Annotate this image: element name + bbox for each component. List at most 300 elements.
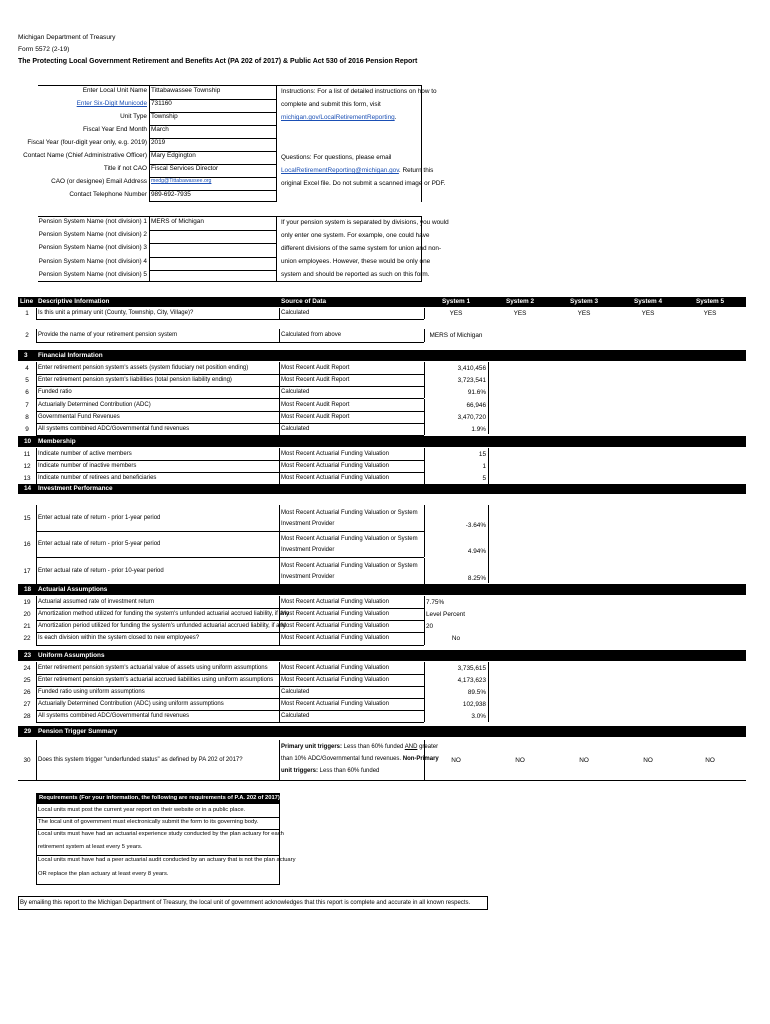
row-source: Most Recent Actuarial Funding Valuation or System <box>281 509 418 516</box>
cell-border <box>424 632 425 645</box>
system-2-value[interactable]: YES <box>513 310 527 317</box>
cell-border <box>279 472 280 484</box>
division-note-line: only enter one system. For example, one could have <box>281 232 430 239</box>
row-description: Enter actual rate of return - prior 10-year period <box>38 567 164 574</box>
row-description: Enter retirement pension system's actuarial accrued liabilities using uniform assumptions <box>38 676 274 683</box>
cell-border <box>424 505 425 531</box>
table-row <box>0 411 770 423</box>
row-divider <box>36 645 424 646</box>
cell-border <box>424 374 425 386</box>
section-title: Pension Trigger Summary <box>38 728 118 735</box>
cell-border <box>279 662 280 674</box>
cell-border <box>36 710 37 722</box>
unit-info-value[interactable]: Fiscal Services Director <box>151 165 219 172</box>
row-description: Actuarial assumed rate of investment return <box>38 598 155 605</box>
row-description: Amortization method utilized for funding the system's unfunded actuarial accrued liability, if any <box>38 610 290 617</box>
row-description: Enter actual rate of return - prior 5-year period <box>38 540 161 547</box>
table-row <box>0 308 770 319</box>
row-line-number: 30 <box>23 756 31 764</box>
cell-border <box>424 596 425 608</box>
row-description: Actuarially Determined Contribution (ADC) <box>38 401 151 408</box>
cell-border <box>279 740 280 780</box>
row-line-number: 26 <box>23 688 31 696</box>
cell-border <box>36 448 37 460</box>
table-row <box>0 386 770 398</box>
table-row <box>0 329 770 342</box>
row-description: Amortization period utilized for funding the system's unfunded actuarial accrued liability, if any <box>38 622 286 629</box>
row-line-number: 21 <box>23 622 31 630</box>
row-divider <box>36 829 280 830</box>
row-line-number: 25 <box>23 676 31 684</box>
cell-border <box>424 423 425 435</box>
row-description: All systems combined ADC/Governmental fund revenues <box>38 712 190 719</box>
col-system-5-header: System 5 <box>695 298 725 305</box>
system-name-label: Pension System Name (not division) 1 <box>38 218 147 225</box>
row-description: Enter retirement pension system's assets (system fiduciary net position ending) <box>38 364 249 371</box>
row-line-number: 17 <box>23 567 31 575</box>
cell-border <box>279 710 280 722</box>
cell-border <box>424 411 425 423</box>
questions-link-row <box>281 166 433 175</box>
row-description: Enter retirement pension system's liabilities (total pension liability ending) <box>38 376 232 383</box>
cell-border <box>424 608 425 620</box>
agency-name: Michigan Department of Treasury <box>18 34 116 41</box>
system-1-value[interactable]: 3.0% <box>471 712 486 720</box>
col-system-2-header: System 2 <box>505 298 535 305</box>
form-number: Form 5572 (2-19) <box>18 46 70 53</box>
table-header-bar <box>18 297 746 307</box>
row-description: Indicate number of retirees and beneficiaries <box>38 474 157 481</box>
cell-border <box>36 632 37 645</box>
system-1-value[interactable]: 7.75% <box>426 598 445 606</box>
row-source: Most Recent Actuarial Funding Valuation <box>281 474 389 481</box>
cell-border <box>424 558 425 584</box>
row-divider <box>36 817 280 818</box>
cell-border <box>279 411 280 423</box>
trigger-text-part: Less than 60% funded <box>318 768 380 774</box>
unit-info-label: CAO (or designee) Email Address <box>51 178 147 185</box>
col-system-3-header: System 3 <box>569 298 599 305</box>
cell-border <box>279 308 280 319</box>
cell-border <box>488 362 489 434</box>
row-line-number: 12 <box>23 462 31 470</box>
row-source: Calculated <box>281 388 310 395</box>
cell-border <box>36 558 37 584</box>
row-line-number: 4 <box>25 364 29 372</box>
row-description: Funded ratio <box>38 388 72 395</box>
unit-info-value[interactable]: 731160 <box>151 100 172 107</box>
cell-border <box>424 531 425 557</box>
system-3-value[interactable]: YES <box>577 310 591 317</box>
division-note-line: system and should be reported as such on this form. <box>281 271 430 278</box>
table-bottom-border <box>18 780 746 781</box>
section-title: Membership <box>38 438 76 445</box>
row-source: Calculated <box>281 310 310 316</box>
system-1-value[interactable]: MERS of Michigan <box>429 332 483 339</box>
row-line-number: 24 <box>23 664 31 672</box>
row-description: Indicate number of active members <box>38 450 132 457</box>
col-description-header: Descriptive Information <box>38 298 110 305</box>
system-1-value[interactable]: 3,410,456 <box>457 364 486 372</box>
table-row <box>0 399 770 411</box>
row-source: Calculated <box>281 688 310 695</box>
cell-border <box>36 740 37 780</box>
system-1-value[interactable]: 3,470,720 <box>457 413 486 421</box>
section-line-number: 18 <box>24 586 32 593</box>
row-source: Most Recent Actuarial Funding Valuation <box>281 635 389 641</box>
cell-border <box>424 698 425 710</box>
system-1-value[interactable]: 66,946 <box>466 401 486 409</box>
cell-border <box>488 505 489 583</box>
row-description: Governmental Fund Revenues <box>38 413 120 420</box>
row-source: Calculated <box>281 712 310 719</box>
row-source: Most Recent Actuarial Funding Valuation or System <box>281 562 418 569</box>
requirement-item: Local units must have had an actuarial experience study conducted by the plan actuary for each <box>38 831 284 837</box>
system-1-value[interactable]: 20 <box>426 622 434 630</box>
row-source: Most Recent Audit Report <box>281 401 350 408</box>
trigger-text-line3 <box>281 767 379 776</box>
system-1-value[interactable]: Level Percent <box>426 610 466 618</box>
row-source-line2: Investment Provider <box>281 546 335 553</box>
requirement-item: Local units must have had a peer actuarial audit conducted by an actuary that is not the plan actuary <box>38 857 296 863</box>
cell-border <box>36 411 37 423</box>
section-title: Actuarial Assumptions <box>38 586 108 593</box>
system-1-value[interactable]: 5 <box>482 474 486 482</box>
system-4-value[interactable]: NO <box>643 756 653 764</box>
table-row <box>0 374 770 386</box>
row-line-number: 9 <box>25 425 29 433</box>
system-4-value[interactable]: YES <box>641 310 655 317</box>
row-divider <box>36 342 424 343</box>
cell-border <box>36 362 37 374</box>
cell-border <box>279 399 280 411</box>
unit-info-value[interactable]: Mary Edgington <box>151 152 196 159</box>
unit-info-label: Fiscal Year (four-digit year only, e.g. 2019) <box>27 139 147 146</box>
cell-border <box>279 448 280 460</box>
section-header <box>18 350 746 361</box>
cell-border <box>424 329 425 342</box>
row-line-number: 7 <box>25 401 29 409</box>
table-row <box>0 362 770 374</box>
row-divider <box>36 319 424 320</box>
cell-border <box>36 374 37 386</box>
unit-info-label: Enter Six-Digit Municode <box>76 100 147 107</box>
row-description: Provide the name of your retirement pension system <box>38 332 178 338</box>
cell-border <box>36 596 37 608</box>
row-source: Calculated <box>281 425 310 432</box>
system-1-value[interactable]: 91.6% <box>467 388 486 396</box>
trigger-text-part: than 10% ADC/Governmental fund revenues. <box>281 756 403 762</box>
system-1-value[interactable]: 3,723,541 <box>457 376 486 384</box>
section-line-number: 23 <box>24 652 32 659</box>
questions-link-suffix: . Return this <box>398 167 434 174</box>
section-title: Investment Performance <box>38 485 113 492</box>
row-source: Most Recent Audit Report <box>281 413 350 420</box>
unit-info-label: Fiscal Year End Month <box>83 126 147 133</box>
system-2-value[interactable]: NO <box>515 756 525 764</box>
cell-border <box>36 674 37 686</box>
cell-border <box>424 472 425 484</box>
system-name-label: Pension System Name (not division) 4 <box>38 257 147 265</box>
section-line-number: 3 <box>24 352 28 359</box>
row-line-number: 2 <box>25 332 29 339</box>
unit-info-value[interactable]: medg@Tittabawassee.org <box>151 178 212 184</box>
trigger-text-part: AND <box>404 744 418 750</box>
unit-info-value[interactable]: Township <box>151 113 178 120</box>
cell-border <box>488 448 489 484</box>
instructions-link-suffix: . <box>394 114 397 121</box>
table-row <box>0 686 770 698</box>
section-line-number: 14 <box>24 485 32 492</box>
table-row <box>0 531 770 557</box>
cell-border <box>36 399 37 411</box>
table-row <box>0 662 770 674</box>
row-source: Most Recent Actuarial Funding Valuation <box>281 450 389 457</box>
row-source: Most Recent Actuarial Funding Valuation <box>281 610 389 617</box>
division-note-line: union employees. However, these would be only one <box>281 258 431 265</box>
cell-border <box>424 674 425 686</box>
cell-border <box>279 674 280 686</box>
cell-border <box>424 662 425 674</box>
system-1-value[interactable]: 4.94% <box>467 548 486 555</box>
cell-border <box>279 686 280 698</box>
table-row <box>0 710 770 722</box>
col-system-4-header: System 4 <box>633 298 663 305</box>
table-row <box>0 472 770 484</box>
unit-info-label: Title if not CAO <box>103 165 147 172</box>
page-title: The Protecting Local Government Retirement and Benefits Act (PA 202 of 2017) & Public Act 530 of 2016 Pension Report <box>18 58 418 65</box>
cell-border <box>36 662 37 674</box>
cell-border <box>279 608 280 620</box>
section-title: Financial Information <box>38 352 103 359</box>
cell-border <box>36 460 37 472</box>
system-1-value[interactable]: YES <box>449 310 463 317</box>
row-source: Most Recent Audit Report <box>281 376 350 383</box>
row-description: Enter actual rate of return - prior 1-year period <box>38 514 161 521</box>
table-row <box>0 558 770 584</box>
row-line-number: 20 <box>23 610 31 618</box>
system-1-value[interactable]: No <box>451 635 461 642</box>
row-line-number: 28 <box>23 712 31 720</box>
system-1-value[interactable]: 1.9% <box>471 425 486 433</box>
system-1-value[interactable]: 15 <box>478 450 486 458</box>
table-row <box>0 740 770 780</box>
questions-email-link[interactable]: LocalRetirementReporting@michigan.gov <box>281 167 399 174</box>
row-description: Is each division within the system closed to new employees? <box>38 635 200 641</box>
col-line-header: Line <box>20 298 34 305</box>
table-row <box>0 505 770 531</box>
instructions-line2: complete and submit this form, visit <box>281 101 381 108</box>
unit-info-value[interactable]: 989-692-7935 <box>151 191 191 198</box>
instructions-link[interactable]: michigan.gov/LocalRetirementReporting <box>281 114 395 121</box>
cell-border <box>36 386 37 398</box>
division-note-line: If your pension system is separated by divisions, you would <box>281 219 449 226</box>
row-source: Most Recent Audit Report <box>281 364 350 371</box>
cell-border <box>279 531 280 557</box>
row-line-number: 6 <box>25 388 29 396</box>
cell-border <box>36 505 37 531</box>
cell-border <box>36 620 37 632</box>
questions-line3: original Excel file. Do not submit a scanned image or PDF. <box>281 180 446 187</box>
row-description: Actuarially Determined Contribution (ADC) using uniform assumptions <box>38 700 224 707</box>
row-description: All systems combined ADC/Governmental fund revenues <box>38 425 190 432</box>
system-1-value[interactable]: 3,735,615 <box>457 664 486 672</box>
cell-border <box>424 740 425 780</box>
table-row <box>0 596 770 608</box>
requirement-item: OR replace the plan actuary at least every 8 years. <box>38 871 169 877</box>
system-name-label: Pension System Name (not division) 5 <box>38 270 147 278</box>
cell-border <box>424 308 425 319</box>
footer-acknowledgement: By emailing this report to the Michigan Department of Treasury, the local unit of government acknowledges that this report is complete and accurate in all known respects. <box>20 900 471 906</box>
row-source: Most Recent Actuarial Funding Valuation or System <box>281 535 418 542</box>
table-row <box>0 460 770 472</box>
trigger-text-part: unit triggers: <box>281 768 318 774</box>
division-note-line: different divisions of the same system for union and non- <box>281 245 442 252</box>
system-3-value[interactable]: NO <box>579 756 589 764</box>
table-row <box>0 608 770 620</box>
cell-border <box>279 558 280 584</box>
table-row <box>0 448 770 460</box>
row-line-number: 5 <box>25 376 29 384</box>
table-row <box>0 632 770 645</box>
cell-border <box>424 399 425 411</box>
unit-info-label: Unit Type <box>120 113 147 120</box>
system-1-value[interactable]: NO <box>451 756 461 764</box>
section-header <box>18 726 746 737</box>
row-source: Most Recent Actuarial Funding Valuation <box>281 598 389 605</box>
row-description: Funded ratio using uniform assumptions <box>38 688 145 695</box>
table-row <box>0 423 770 435</box>
section-header <box>18 650 746 661</box>
cell-border <box>424 362 425 374</box>
unit-info-value[interactable]: 2019 <box>151 139 166 146</box>
system-1-value[interactable]: -3.64% <box>465 522 486 529</box>
table-row <box>0 674 770 686</box>
col-source-header: Source of Data <box>281 298 327 305</box>
requirements-title-bar <box>36 793 280 804</box>
cell-border <box>279 374 280 386</box>
row-source: Most Recent Actuarial Funding Valuation <box>281 664 389 671</box>
cell-border <box>279 632 280 645</box>
trigger-text-line1 <box>281 743 438 752</box>
requirement-item: Local units must post the current year report on their website or in a public place. <box>38 807 246 813</box>
system-name-value[interactable]: MERS of Michigan <box>151 218 204 225</box>
row-divider <box>36 855 280 856</box>
section-line-number: 10 <box>24 438 32 445</box>
cell-border <box>36 472 37 484</box>
row-line-number: 19 <box>23 598 31 606</box>
cell-border <box>36 308 37 319</box>
row-line-number: 22 <box>23 635 31 642</box>
system-5-value[interactable]: YES <box>703 310 717 317</box>
questions-line1: Questions: For questions, please email <box>281 154 392 161</box>
row-description: Does this system trigger "underfunded status" as defined by PA 202 of 2017? <box>38 756 243 763</box>
cell-border <box>36 329 37 342</box>
row-source: Most Recent Actuarial Funding Valuation <box>281 700 389 707</box>
section-header <box>18 484 746 494</box>
cell-border <box>424 460 425 472</box>
system-1-value[interactable]: 8.25% <box>467 575 486 582</box>
cell-border <box>424 386 425 398</box>
system-1-value[interactable]: 102,938 <box>462 700 486 708</box>
cell-border <box>279 423 280 435</box>
system-5-value[interactable]: NO <box>705 756 715 764</box>
row-source: Most Recent Actuarial Funding Valuation <box>281 676 389 683</box>
unit-info-label: Contact Name (Chief Administrative Officer) <box>23 152 147 159</box>
cell-border <box>424 448 425 460</box>
cell-border <box>36 531 37 557</box>
section-header <box>18 436 746 447</box>
row-divider <box>36 722 424 723</box>
table-row <box>0 698 770 710</box>
unit-info-value[interactable]: March <box>151 126 169 133</box>
instructions-link-row <box>281 113 396 122</box>
table-row <box>0 620 770 632</box>
cell-border <box>279 620 280 632</box>
cell-border <box>279 386 280 398</box>
row-line-number: 27 <box>23 700 31 708</box>
cell-border <box>36 698 37 710</box>
col-system-1-header: System 1 <box>441 298 471 305</box>
cell-border <box>424 710 425 722</box>
cell-border <box>36 423 37 435</box>
trigger-text-part: Non-Primary <box>402 756 439 762</box>
row-line-number: 1 <box>25 310 29 317</box>
trigger-text-part: Primary unit triggers: <box>281 744 343 750</box>
cell-border <box>488 662 489 722</box>
cell-border <box>279 596 280 608</box>
cell-border <box>279 505 280 531</box>
cell-border <box>424 686 425 698</box>
unit-info-value[interactable]: Tittabawassee Township <box>151 87 221 94</box>
row-source-line2: Investment Provider <box>281 520 335 527</box>
requirement-item: The local unit of government must electronically submit the form to its governing body. <box>38 819 259 825</box>
section-title: Uniform Assumptions <box>38 652 105 659</box>
row-source-line2: Investment Provider <box>281 573 335 580</box>
trigger-text-part: Less than 60% funded <box>342 744 405 750</box>
unit-info-label: Enter Local Unit Name <box>82 87 147 94</box>
cell-border <box>36 608 37 620</box>
row-line-number: 8 <box>25 413 29 421</box>
cell-border <box>279 698 280 710</box>
cell-border <box>424 620 425 632</box>
system-1-value[interactable]: 4,173,623 <box>457 676 486 684</box>
row-line-number: 16 <box>23 540 31 548</box>
row-source: Most Recent Actuarial Funding Valuation <box>281 622 389 629</box>
cell-border <box>279 460 280 472</box>
row-line-number: 13 <box>23 474 31 482</box>
system-name-label: Pension System Name (not division) 2 <box>38 231 147 239</box>
row-description: Indicate number of inactive members <box>38 462 137 469</box>
system-name-label: Pension System Name (not division) 3 <box>38 244 147 252</box>
system-1-value[interactable]: 89.5% <box>467 688 486 696</box>
section-header <box>18 584 746 595</box>
row-source: Calculated from above <box>281 332 342 338</box>
section-line-number: 29 <box>24 728 32 735</box>
instructions-line1: Instructions: For a list of detailed instructions on how to <box>281 88 437 95</box>
cell-border <box>279 329 280 342</box>
row-description: Enter retirement pension system's actuarial value of assets using uniform assumptions <box>38 664 268 671</box>
row-description: Is this unit a primary unit (County, Township, City, Village)? <box>38 310 194 316</box>
requirement-item: retirement system at least every 5 years. <box>38 844 143 850</box>
requirements-title: Requirements (For your information, the following are requirements of P.A. 202 of 2017) <box>39 795 280 801</box>
unit-info-label: Contact Telephone Number <box>69 191 147 198</box>
system-1-value[interactable]: 1 <box>482 462 486 470</box>
cell-border <box>36 686 37 698</box>
row-line-number: 15 <box>23 514 31 522</box>
row-line-number: 11 <box>23 450 31 458</box>
row-source: Most Recent Actuarial Funding Valuation <box>281 462 389 469</box>
